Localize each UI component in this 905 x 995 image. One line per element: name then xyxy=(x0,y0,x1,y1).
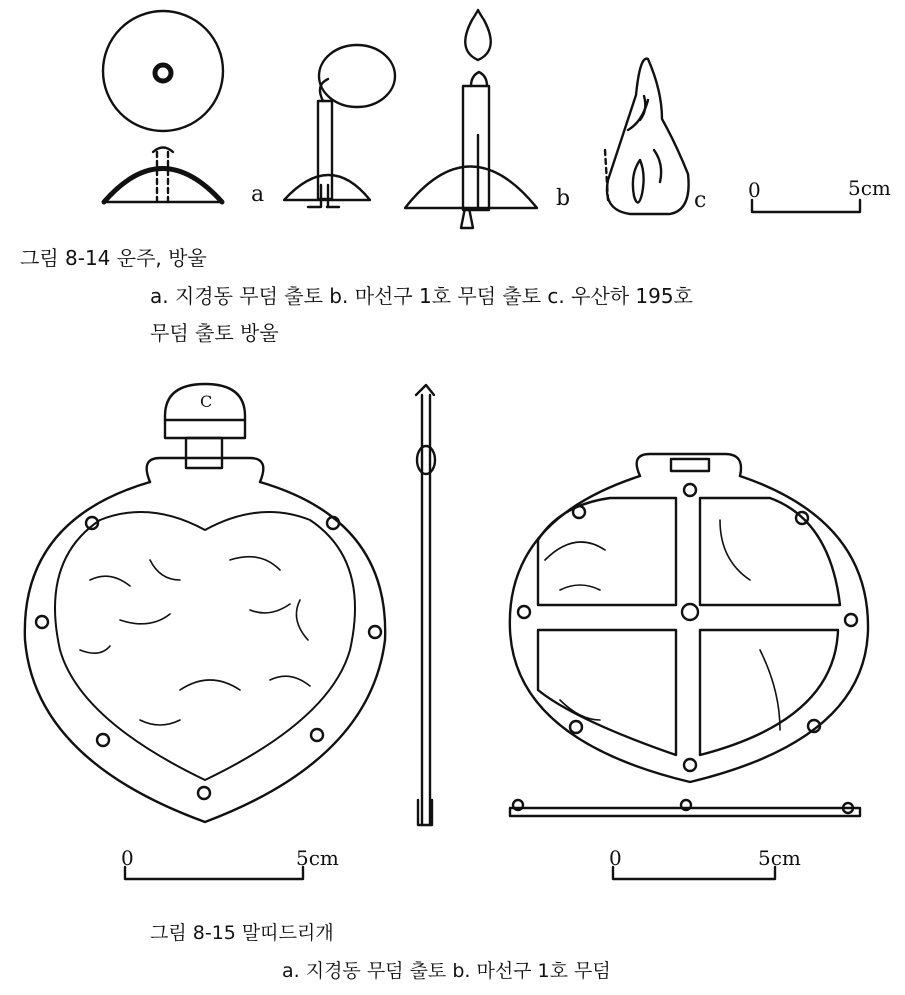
pendant-a xyxy=(25,384,385,822)
pendant-a-side-view xyxy=(416,385,435,825)
ring-letter: C xyxy=(200,392,213,411)
item-label-a: a xyxy=(251,182,265,207)
caption-8-14-title: 그림 8-14 운주, 방울 xyxy=(20,246,207,270)
item-label-c: c xyxy=(694,188,707,213)
scale-8-15-right-start: 0 xyxy=(609,846,622,870)
caption-8-14-line2: 무덤 출토 방울 xyxy=(150,321,279,345)
scale-8-15-left-start: 0 xyxy=(121,846,134,870)
caption-8-15-title: 그림 8-15 말띠드리개 xyxy=(150,922,334,944)
caption-8-14-line1: a. 지경동 무덤 출토 b. 마선구 1호 무덤 출토 c. 우산하 195호 xyxy=(150,284,693,308)
pendant-b-side-view xyxy=(510,800,860,816)
scale-8-15-right-end: 5cm xyxy=(758,846,801,870)
scale-bar-8-15-right xyxy=(613,867,775,879)
scale-8-15-left-end: 5cm xyxy=(296,846,339,870)
scale-8-14-start: 0 xyxy=(748,178,761,202)
scale-bar-8-15-left xyxy=(125,867,303,879)
scale-8-14-end: 5cm xyxy=(848,176,891,200)
pendant-b xyxy=(510,454,868,782)
item-label-b: b xyxy=(556,186,571,211)
caption-8-15-line1: a. 지경동 무덤 출토 b. 마선구 1호 무덤 xyxy=(282,960,611,982)
